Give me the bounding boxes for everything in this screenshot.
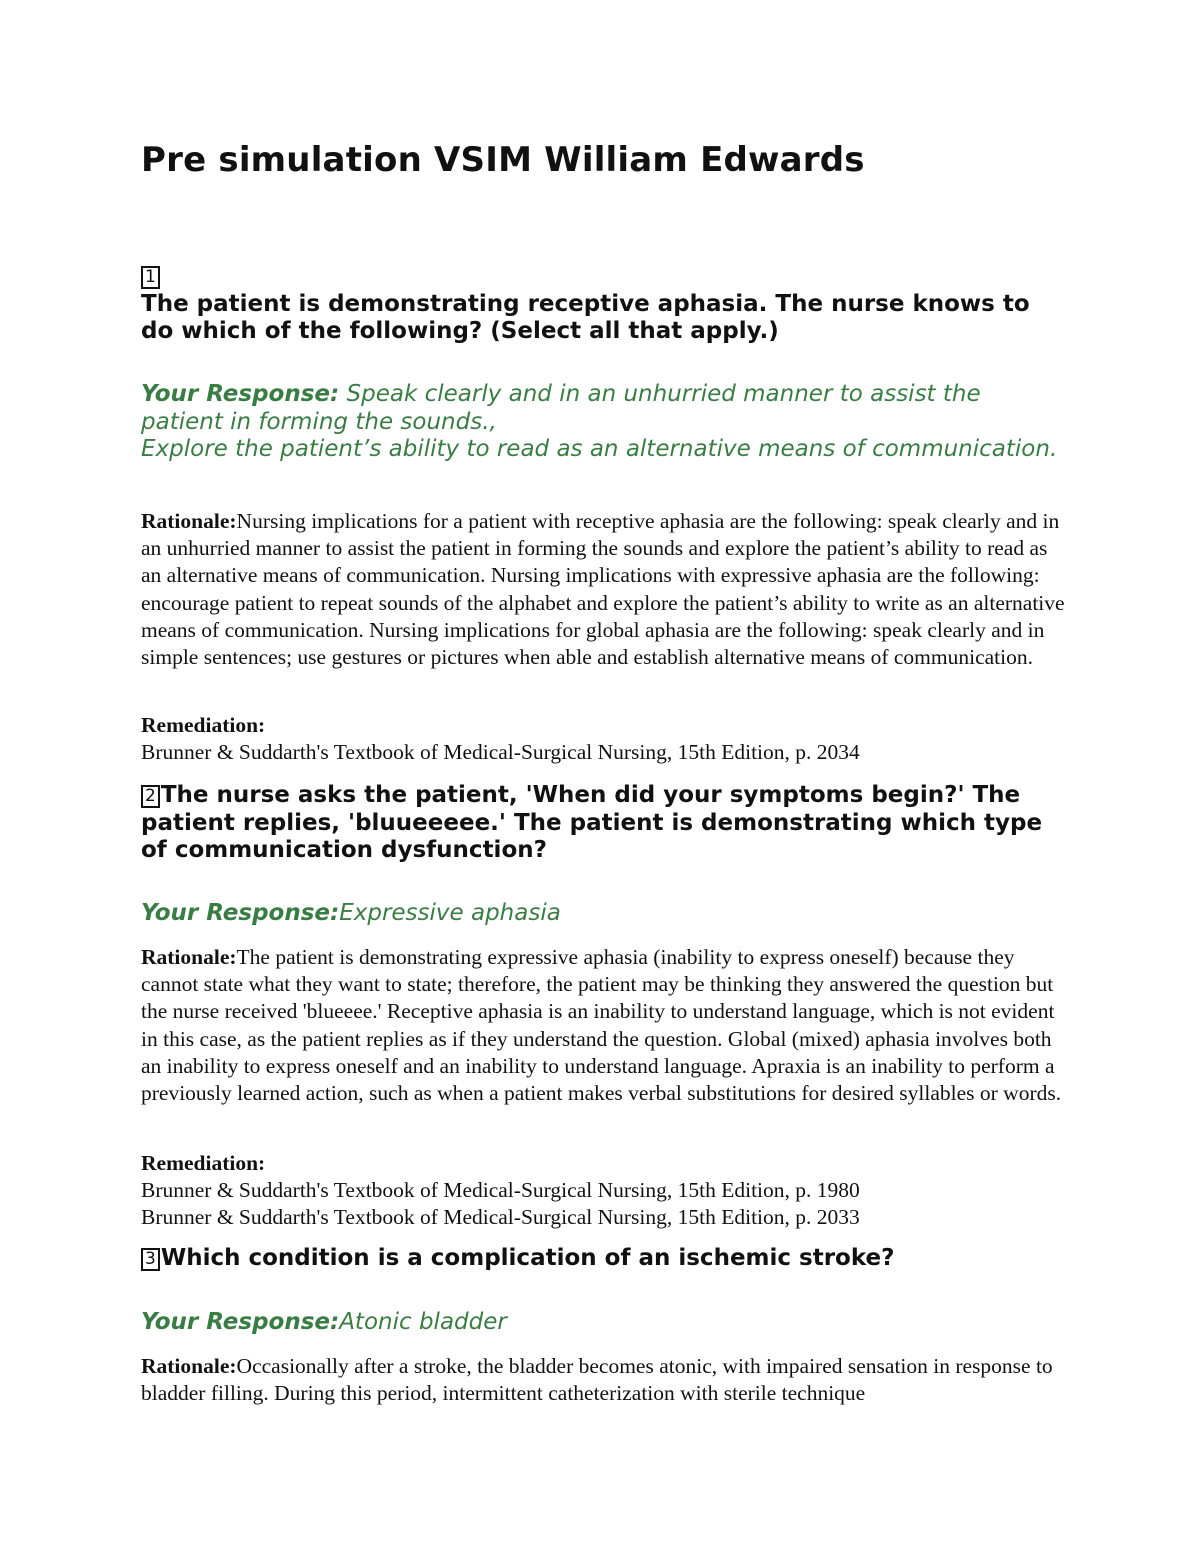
question-3-rationale: Rationale:Occasionally after a stroke, the bladder becomes atonic, with impaired sensation in response to bladder filling. During this period, intermittent catheterization with sterile technique	[141, 1354, 1053, 1406]
question-2-remediation: Remediation: Brunner & Suddarth's Textbook of Medical-Surgical Nursing, 15th Edition, p. 1980 Brunner & Suddarth's Textbook of Medical-Surgical Nursing, 15th Edition, p. 2033	[141, 1151, 860, 1230]
question-1-text: 1 The patient is demonstrating receptive aphasia. The nurse knows to do which of the following? (Select all that apply.)	[141, 267, 1030, 344]
page-title: Pre simulation VSIM William Edwards	[141, 140, 865, 180]
question-number-badge: 3	[141, 1248, 160, 1271]
question-1-remediation: Remediation: Brunner & Suddarth's Textbook of Medical-Surgical Nursing, 15th Edition, p. 2034	[141, 713, 860, 765]
question-3-text: 3 Which condition is a complication of an ischemic stroke?	[141, 1245, 1061, 1273]
question-3-response: Your Response:Atonic bladder	[141, 1309, 507, 1335]
remediation-label: Remediation:	[141, 1151, 266, 1175]
rationale-label: Rationale:	[141, 945, 237, 969]
question-2-response: Your Response:Expressive aphasia	[141, 900, 561, 926]
question-1-rationale: Rationale:Nursing implications for a patient with receptive aphasia are the following: speak clearly and in an unhurried manner to assist the patient in forming the sounds and explore the patient’s ability to read as an alternative means of communication. Nursing implications with expressive aphasia are the following: encourage patient to repeat sounds of the alphabet and explore the patient’s ability to write as an alternative means of communication. Nursing implications for global aphasia are the following: speak clearly and in simple sentences; use gestures or pictures when able and establish alternative means of communication.	[141, 509, 1065, 670]
response-label: Your Response:	[141, 900, 340, 926]
question-2-rationale: Rationale:The patient is demonstrating expressive aphasia (inability to express oneself) because they cannot state what they want to state; therefore, the patient may be thinking they answered the question but the nurse received 'blueeee.' Receptive aphasia is an inability to understand language, which is not evident in this case, as the patient replies as if they understand the question. Global (mixed) aphasia involves both an inability to express oneself and an inability to understand language. Apraxia is an inability to perform a previously learned action, such as when a patient makes verbal substitutions for desired syllables or words.	[141, 945, 1062, 1106]
question-2-text: 2 The nurse asks the patient, 'When did your symptoms begin?' The patient replies, 'bluueeeee.' The patient is demonstrating which type of communication dysfunction?	[141, 782, 1043, 863]
response-label: Your Response:	[141, 1309, 340, 1335]
response-label: Your Response:	[141, 381, 340, 407]
remediation-label: Remediation:	[141, 713, 266, 737]
question-number-badge: 1	[141, 266, 160, 289]
question-number-badge: 2	[141, 785, 160, 808]
rationale-label: Rationale:	[141, 509, 237, 533]
question-1-response: Your Response: Speak clearly and in an unhurried manner to assist the patient in forming the sounds., Explore the patient’s ability to read as an alternative means of communication.	[141, 381, 1058, 462]
rationale-label: Rationale:	[141, 1354, 237, 1378]
